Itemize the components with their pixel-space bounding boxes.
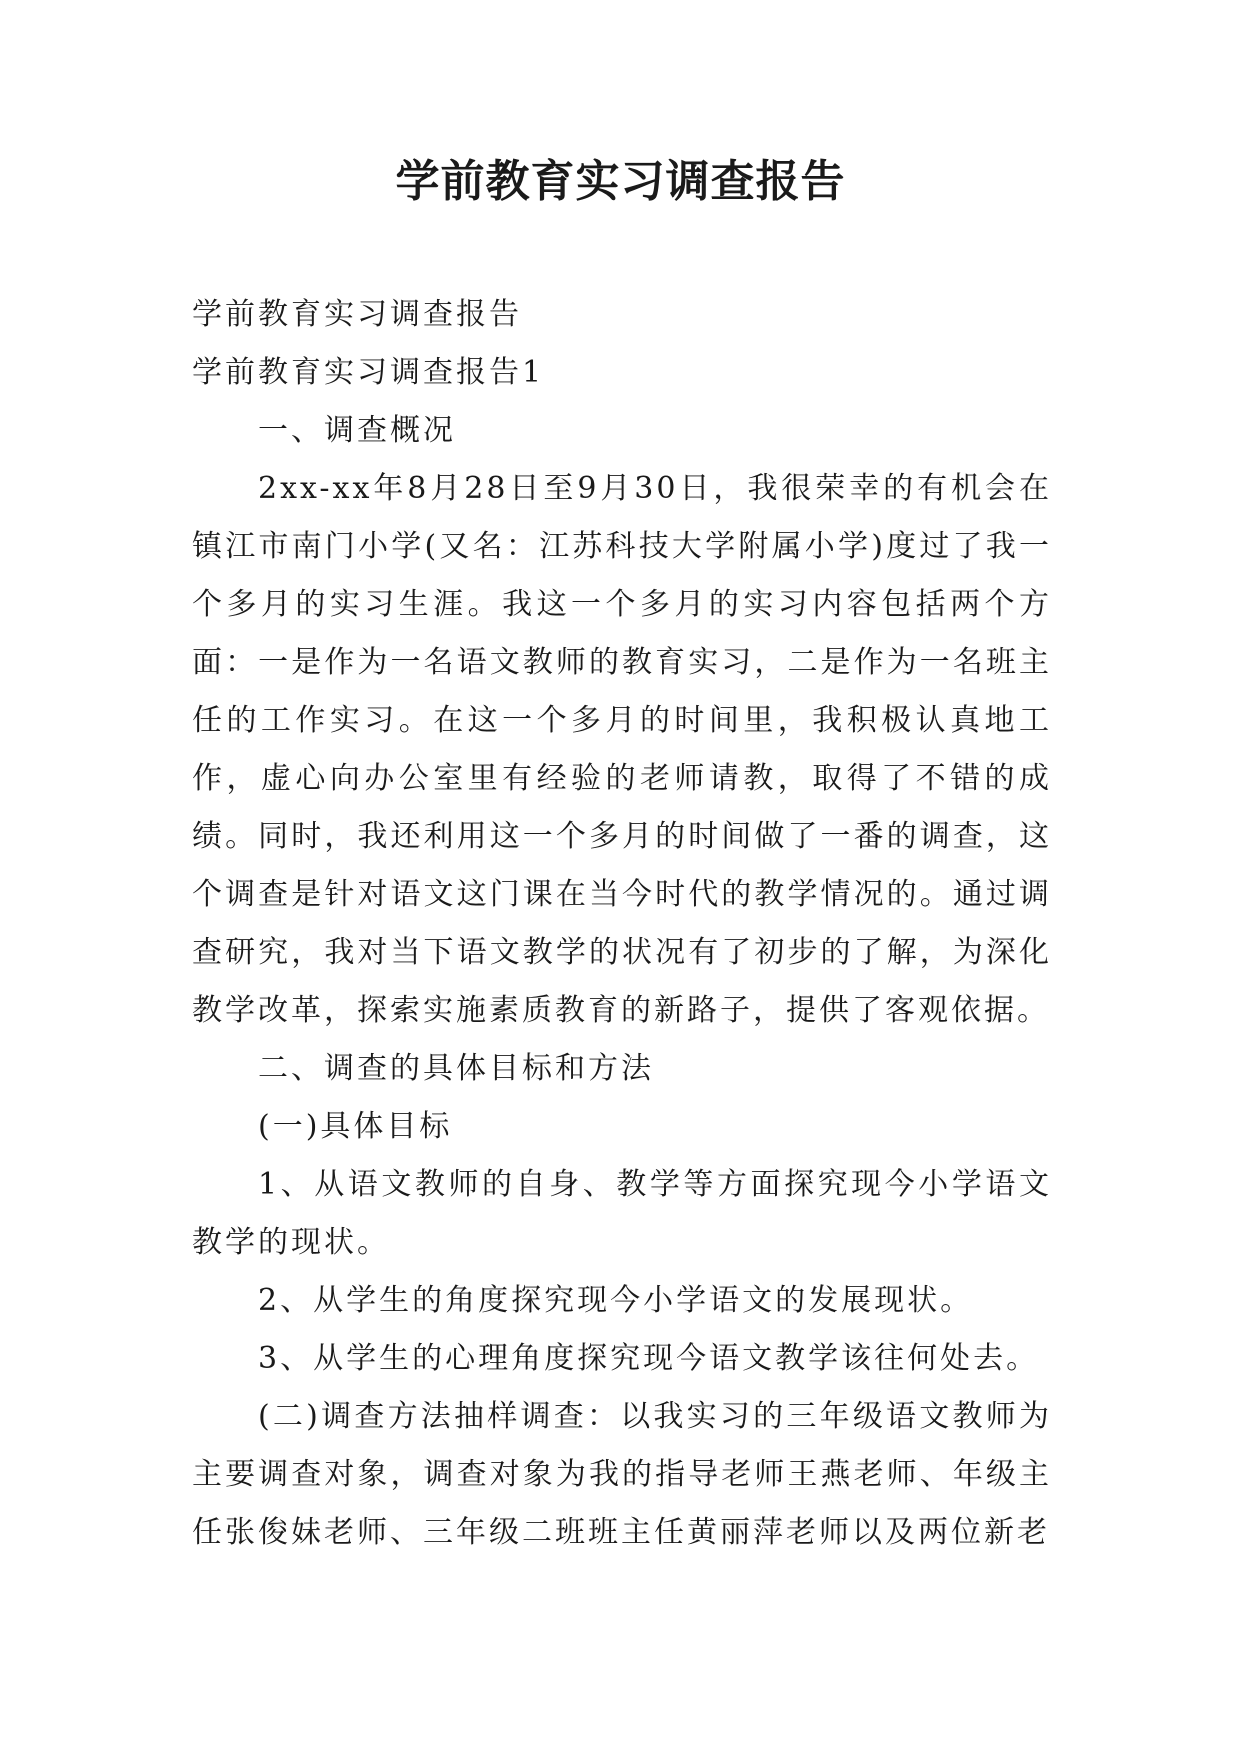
list-item-goal-1: 1、从语文教师的自身、教学等方面探究现今小学语文教学的现状。	[192, 1167, 1052, 1260]
paragraph-subtitle: 学前教育实习调查报告	[192, 297, 522, 332]
paragraph-methods: (二)调查方法抽样调查：以我实习的三年级语文教师为主要调查对象，调查对象为我的指导老师王燕老师、年级主任张俊妹老师、三年级二班班主任黄丽萍老师以及两位新老	[192, 1399, 1052, 1550]
section-heading-overview: 一、调查概况	[258, 413, 456, 448]
paragraph-overview: 2xx-xx年8月28日至9月30日，我很荣幸的有机会在镇江市南门小学(又名：江苏科技大学附属小学)度过了我一个多月的实习生涯。我这一个多月的实习内容包括两个方面：一是作为一名语文教师的教育实习，二是作为一名班主任的工作实习。在这一个多月的时间里，我积极认真地工作，虚心向办公室里有经验的老师请教，取得了不错的成绩。同时，我还利用这一个多月的时间做了一番的调查，这个调查是针对语文这门课在当今时代的教学情况的。通过调查研究，我对当下语文教学的状况有了初步的了解，为深化教学改革，探索实施素质教育的新路子，提供了客观依据。	[192, 471, 1052, 1028]
document-body	[192, 286, 1052, 1562]
subsection-heading-goals: (一)具体目标	[258, 1109, 453, 1144]
section-heading-goals-methods: 二、调查的具体目标和方法	[258, 1051, 654, 1086]
list-item-goal-2: 2、从学生的角度探究现今小学语文的发展现状。	[258, 1283, 974, 1318]
list-item-goal-3: 3、从学生的心理角度探究现今语文教学该往何处去。	[258, 1341, 1040, 1376]
paragraph-report-heading: 学前教育实习调查报告1	[192, 355, 545, 390]
document-title: 学前教育实习调查报告	[395, 156, 846, 207]
